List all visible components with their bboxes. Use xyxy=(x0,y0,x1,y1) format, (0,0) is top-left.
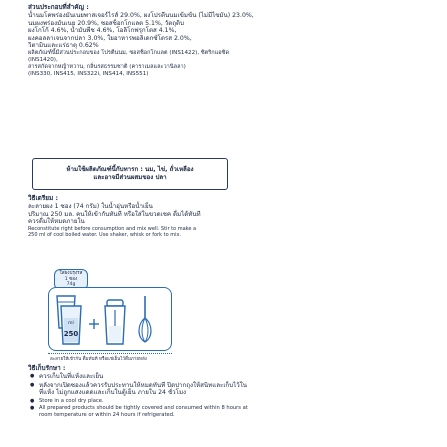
step-badge-line: 74g xyxy=(66,282,76,288)
storage-item: ● All prepared products should be tightly covered and consumed within 8 hours at room temperature or within 24 hours if refrigerated. xyxy=(39,405,250,418)
ingredients-line: นมผงพร่องมันเนย 20.9%, ซอสช็อกโกแลต 5.1%, วัตถุดิบ xyxy=(28,19,184,27)
storage-heading: วิธีเก็บรักษา : xyxy=(28,364,66,372)
ingredients-line: ผงโกโก้ 4.6%, น้ำมันพืช 4.6%, โอลิโกฟรุกโตส 4.1%, xyxy=(28,27,177,35)
preparation-line: ควรดื่มให้หมดภายใน xyxy=(28,218,85,226)
ingredients-section xyxy=(28,2,258,78)
cup-unit-label: ml xyxy=(68,321,74,326)
preparation-line: Reconstitute right before consumption and mix well. Stir to make a xyxy=(28,225,197,232)
storage-section xyxy=(28,363,250,419)
ingredients-heading: ส่วนประกอบที่สำคัญ : xyxy=(28,3,89,11)
preparation-line: ละลายผง 1 ซอง (74 กรัม) ในน้ำอุ่นหรือน้ำเย็น xyxy=(28,203,153,210)
preparation-illustration xyxy=(49,288,171,350)
preparation-heading: วิธีเตรียม : xyxy=(28,194,58,202)
shaker-icon xyxy=(105,300,125,344)
step-badge-line: 1 ซอง xyxy=(64,276,78,282)
diagram-caption: ละลายให้เข้ากัน ดื่มทันที หรือแช่เย็นไว้ดื่มภายหลัง xyxy=(50,357,147,362)
ingredients-line: วิตามินและแร่ธาตุ 0.62% xyxy=(28,42,99,50)
preparation-line: 250 ml of cool boiled water. Use shaker, whisk or fork to mix. xyxy=(28,231,182,238)
product-label xyxy=(4,0,436,447)
storage-item: ● Store in a cool dry place. xyxy=(39,398,250,404)
ingredients-line: ผงคอลลาเจนจากปลา 3.0%, ใยอาหารพอลิเดกซ์โตรส 2.0%, xyxy=(28,34,192,42)
whisk-icon xyxy=(139,296,151,342)
ingredients-line: สารสกัดจากหญ้าหวาน, กลิ่นรสธรรมชาติ (คาราเมลและวานิลลา) xyxy=(28,63,186,70)
preparation-section xyxy=(28,193,254,238)
allergen-line: และอาจมีส่วนผสมของ ปลา xyxy=(93,174,167,181)
allergen-box xyxy=(32,158,228,190)
ingredients-line: (INS330, INS415, INS322i, INS414, INS551) xyxy=(28,70,149,77)
ingredients-line: น้ำนมโคพร่องมันเนยพาสเจอร์ไรส์ 29.0%, ผงโปรตีนนมเข้มข้น (ไม่มีไขมัน) 23.0%, xyxy=(28,12,254,19)
cup-volume-label: 250 xyxy=(63,330,79,338)
plus-icon xyxy=(89,319,99,329)
allergen-line: ห้ามใช้ผลิตภัณฑ์นี้กับทารก : นม, ไข่, ถั่วเหลือง xyxy=(66,166,194,173)
storage-item: ● หลังจากเปิดซองแล้วควรรับประทานให้หมดทันที ปิดปากถุงให้สนิทและเก็บไว้ในที่แห้ง ไม่ถูกแสงแดดและเก็บในตู้เย็น ภายใน 24 ชั่วโมง xyxy=(39,382,250,397)
preparation-line: ปริมาณ 250 มล. คนให้เข้ากันทันที หรือใส่ในขวดเชค ดื่มได้ทันที xyxy=(28,210,201,218)
preparation-diagram xyxy=(48,287,172,351)
storage-list xyxy=(28,373,250,418)
step-badge-line: ใส่ผงปรุงรส xyxy=(59,271,83,277)
measuring-cup-icon xyxy=(61,306,81,344)
ingredients-line: ผลิตภัณฑ์นี้มีส่วนประกอบของ โปรตีนนม, ซอสช็อกโกแลต (INS1422), ซิตริกแอซิด (INS1420), xyxy=(28,49,230,63)
storage-item: ● ควรเก็บในที่แห้งและเย็น xyxy=(39,373,250,381)
